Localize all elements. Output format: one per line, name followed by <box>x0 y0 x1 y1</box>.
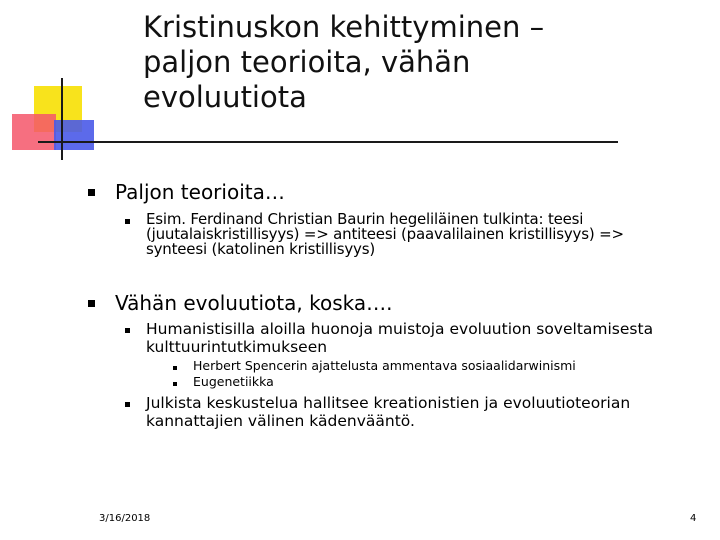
title-line: paljon teorioita, vähän <box>143 45 471 79</box>
bullet-text: Vähän evoluutiota, koska…. <box>115 291 393 315</box>
title-line: Kristinuskon kehittyminen – <box>143 10 545 44</box>
text-line: (juutalaiskristillisyys) => antiteesi (paavalilainen kristillisyys) => <box>146 225 624 243</box>
sub-bullet-text <box>146 394 706 430</box>
slide-title <box>143 10 703 115</box>
red-square <box>12 114 56 150</box>
bullet-text: Paljon teorioita… <box>115 180 285 204</box>
text-line: synteesi (katolinen kristillisyys) <box>146 240 375 258</box>
vertical-line <box>61 78 63 160</box>
horizontal-line <box>38 141 618 143</box>
sub-bullet-text <box>146 212 706 257</box>
square-bullet-icon <box>125 402 130 407</box>
sub-bullet-text <box>146 320 706 356</box>
sub-sub-bullet-text: Herbert Spencerin ajattelusta ammentava sosiaalidarwinismi <box>193 358 576 373</box>
square-bullet-icon <box>125 328 130 333</box>
title-line: evoluutiota <box>143 80 307 114</box>
square-bullet-icon <box>173 366 177 370</box>
text-line: Julkista keskustelua hallitsee kreationistien ja evoluutioteorian <box>146 394 631 412</box>
text-line: kulttuurintutkimukseen <box>146 338 328 356</box>
square-bullet-icon <box>88 300 95 307</box>
text-line: Esim. Ferdinand Christian Baurin hegeliläinen tulkinta: teesi <box>146 210 584 228</box>
square-bullet-icon <box>88 189 95 196</box>
blue-square <box>54 120 94 150</box>
square-bullet-icon <box>173 382 177 386</box>
text-line: kannattajien välinen kädenvääntö. <box>146 412 415 430</box>
square-bullet-icon <box>125 219 130 224</box>
page-number: 4 <box>690 513 697 524</box>
sub-sub-bullet-text: Eugenetiikka <box>193 374 274 389</box>
text-line: Humanistisilla aloilla huonoja muistoja evoluution soveltamisesta <box>146 320 654 338</box>
footer-date: 3/16/2018 <box>99 513 151 524</box>
